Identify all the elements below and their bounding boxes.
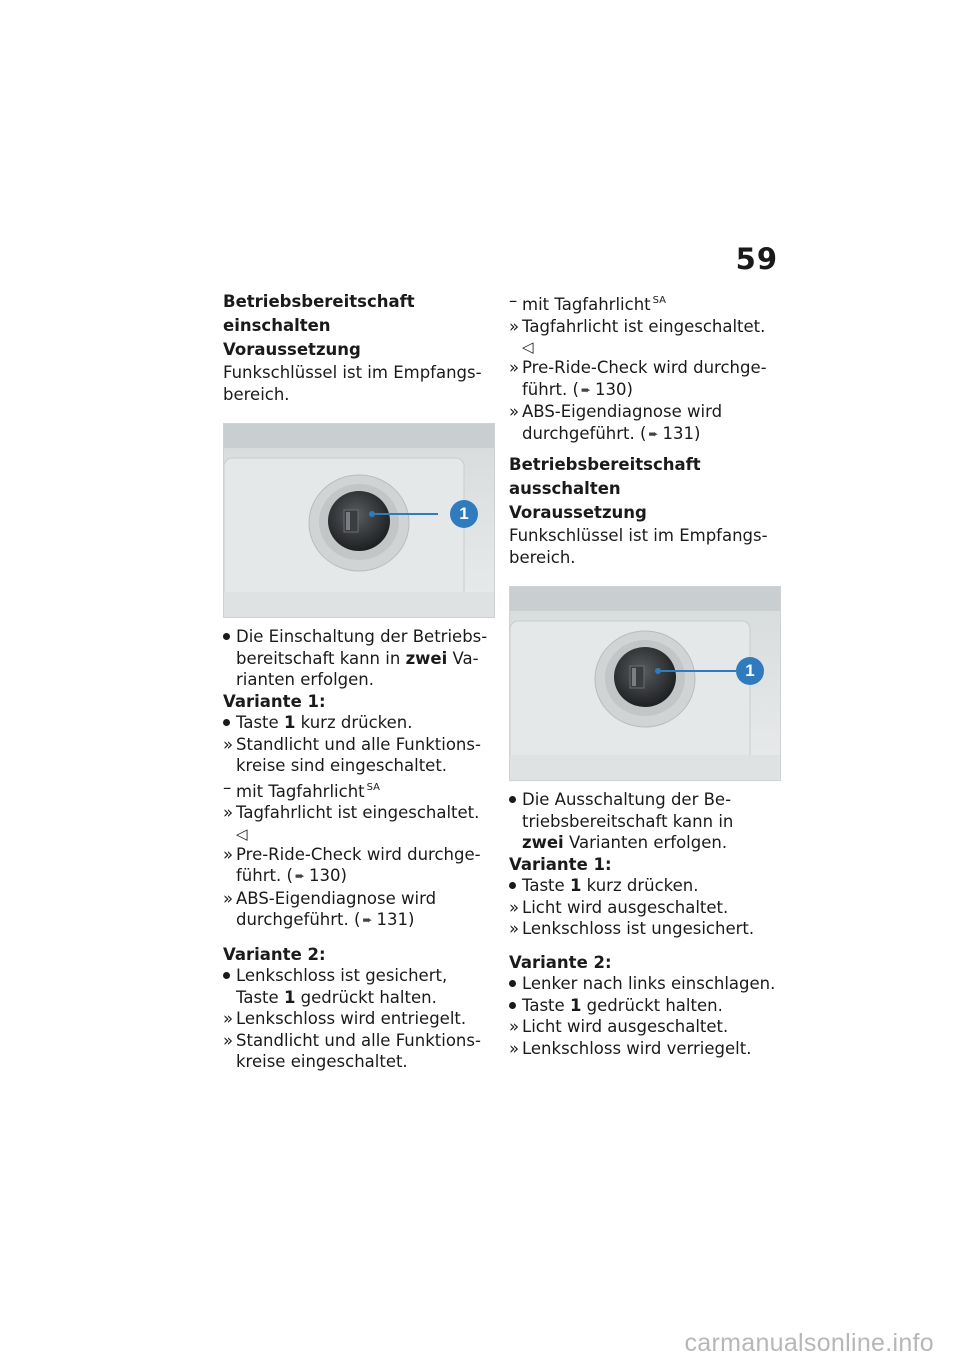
result-chevron-icon: » [509, 1038, 520, 1058]
list-item: Die Einschaltung der Betriebs- bereitschaft kann in zwei Va- rianten erfolgen. [223, 626, 493, 691]
list-item: » Lenkschloss wird entriegelt. [223, 1009, 467, 1028]
list-item: » Standlicht und alle Funktions- kreise sind eingeschaltet. [223, 734, 481, 775]
page-reference[interactable]: ( ➨ 131) [354, 910, 414, 929]
result-chevron-icon: » [509, 402, 520, 421]
prerequisite-text: bereich. [509, 547, 576, 567]
list-item: » Lenkschloss ist ungesichert. [509, 919, 755, 938]
page-reference[interactable]: ( ➨ 130) [572, 380, 632, 399]
variant-heading: Variante 2: [509, 952, 612, 972]
variant-heading: Variante 1: [223, 691, 326, 711]
bullet-dot-icon [509, 973, 522, 995]
ignition-button-photo [223, 423, 495, 618]
dash-icon: – [223, 777, 232, 797]
prerequisite-text: Funkschlüssel ist im Empfangs- [223, 363, 482, 382]
left-column [223, 290, 493, 1073]
list-item: » ABS-Eigendiagnose wird durchgeführt. ( ➨ 131) [509, 401, 779, 445]
dash-icon: – [509, 291, 518, 310]
variant-heading: Variante 2: [223, 944, 326, 964]
list-item: » Lenkschloss wird verriegelt. [509, 1038, 752, 1058]
section-heading-on [223, 290, 493, 338]
result-chevron-icon: » [223, 1009, 234, 1028]
list-item: Taste 1 kurz drücken. [223, 712, 493, 734]
list-item: » Licht wird ausgeschaltet. [509, 1017, 729, 1036]
result-chevron-icon: » [223, 734, 234, 754]
callout-number: 1 [736, 657, 764, 685]
bullet-dot-icon [223, 712, 236, 734]
end-mark-icon: ◁ [522, 338, 534, 356]
page-reference[interactable]: ( ➨ 130) [286, 866, 346, 885]
ignition-button-photo [509, 586, 781, 781]
list-item: – mit Tagfahrlicht $^{SA}$ [223, 777, 381, 801]
heading-line: ausschalten [509, 479, 621, 498]
result-chevron-icon: » [223, 803, 234, 822]
result-chevron-icon: » [509, 1017, 520, 1036]
heading-line: einschalten [223, 316, 331, 335]
page-number: 59 [735, 242, 778, 276]
bullet-dot-icon [223, 965, 236, 1008]
list-item: » Licht wird ausgeschaltet. [509, 897, 729, 917]
prerequisite-text: Funkschlüssel ist im Empfangs- [509, 526, 768, 545]
list-item: » Tagfahrlicht ist eingeschaltet. [509, 316, 766, 336]
page-reference-arrow-icon: ➨ [362, 913, 373, 927]
result-chevron-icon: » [509, 358, 520, 377]
prerequisite-heading: Voraussetzung [223, 340, 361, 359]
list-item: Taste 1 gedrückt halten. [509, 995, 779, 1017]
result-chevron-icon: » [223, 888, 234, 908]
page-reference[interactable]: ( ➨ 131) [640, 424, 700, 443]
prerequisite-text: bereich. [223, 384, 290, 404]
section-heading-off [509, 453, 779, 501]
right-column [509, 290, 779, 1059]
bullet-dot-icon [509, 875, 522, 897]
page-reference-arrow-icon: ➨ [648, 426, 659, 441]
watermark: carmanualsonline.info [684, 1329, 934, 1357]
page-reference-arrow-icon: ➨ [580, 382, 591, 397]
list-item: Lenker nach links einschlagen. [509, 973, 779, 995]
variant-heading: Variante 1: [509, 854, 612, 874]
result-chevron-icon: » [509, 316, 520, 336]
bullet-dot-icon [509, 995, 522, 1017]
list-item: » ABS-Eigendiagnose wird durchgeführt. ( ➨ 131) [223, 888, 493, 932]
list-item: Lenkschloss ist gesichert, Taste 1 gedrückt halten. [223, 965, 493, 1008]
list-item: » Standlicht und alle Funktions- kreise eingeschaltet. [223, 1030, 481, 1071]
list-item: – mit Tagfahrlicht $^{SA}$ [509, 291, 667, 314]
result-chevron-icon: » [223, 844, 234, 864]
list-item: Taste 1 kurz drücken. [509, 875, 779, 897]
result-chevron-icon: » [223, 1030, 234, 1050]
prerequisite-heading: Voraussetzung [509, 503, 647, 522]
heading-line: Betriebsbereitschaft [223, 292, 415, 311]
list-item: Die Ausschaltung der Be- triebsbereitschaft kann in zwei Varianten erfolgen. [509, 789, 779, 854]
heading-line: Betriebsbereitschaft [509, 455, 701, 474]
list-item: » Tagfahrlicht ist eingeschaltet. [223, 803, 480, 822]
bullet-dot-icon [509, 789, 522, 854]
list-item: » Pre-Ride-Check wird durchge- führt. ( ➨ 130) [223, 844, 493, 888]
bullet-dot-icon [223, 626, 236, 691]
result-chevron-icon: » [509, 897, 520, 917]
page-reference-arrow-icon: ➨ [294, 869, 305, 883]
list-item: » Pre-Ride-Check wird durchge- führt. ( ➨ 130) [509, 357, 779, 401]
result-chevron-icon: » [509, 919, 520, 938]
callout-number: 1 [450, 500, 478, 528]
ignition-button-illustration [510, 587, 780, 780]
end-mark-icon: ◁ [236, 824, 248, 843]
